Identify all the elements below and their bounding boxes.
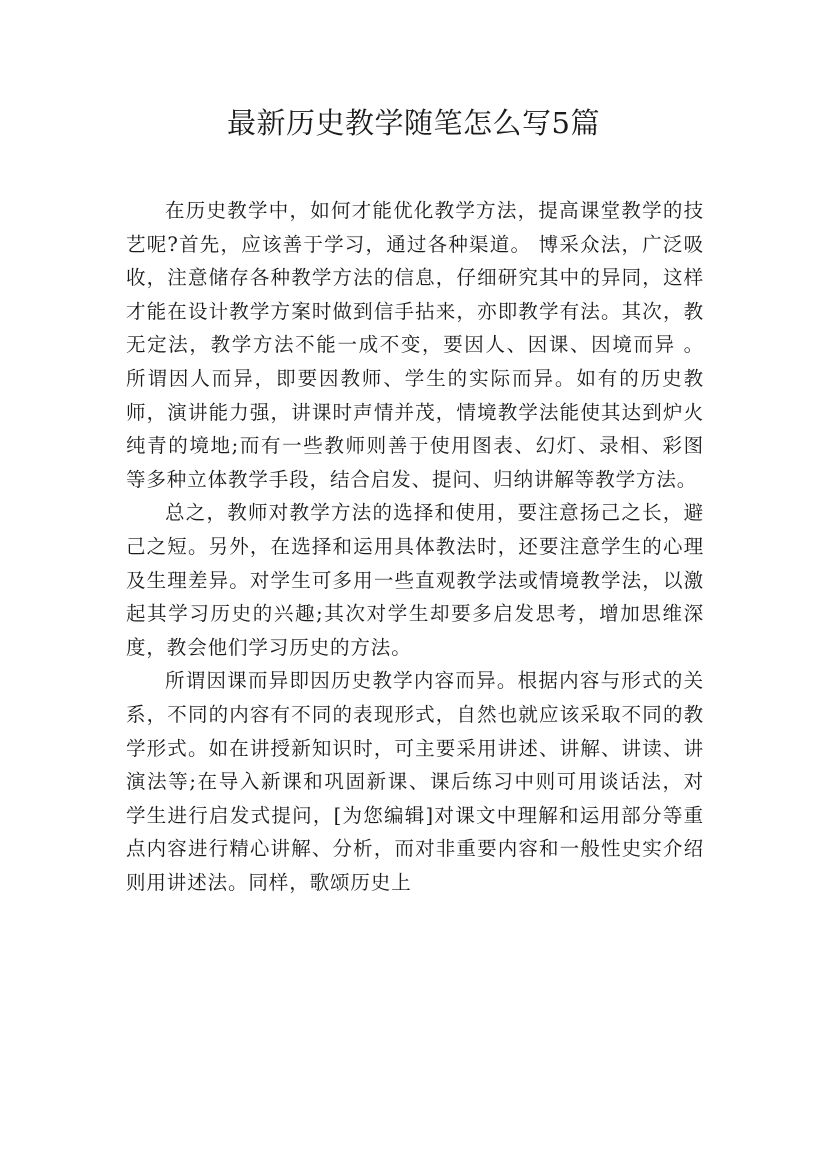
paragraph-2: 总之，教师对教学方法的选择和使用，要注意扬己之长，避己之短。另外，在选择和运用具体教法时，还要注意学生的心理及生理差异。对学生可多用一些直观教学法或情境教学法，以激起其学习历史的兴趣;其次对学生却要多启发思考，增加思维深度，教会他们学习历史的方法。 (126, 501, 704, 659)
document-title: 最新历史教学随笔怎么写5篇 (227, 106, 600, 140)
paragraph-3: 所谓因课而异即因历史教学内容而异。根据内容与形式的关系，不同的内容有不同的表现形式，自然也就应该采取不同的教学形式。如在讲授新知识时，可主要采用讲述、讲解、讲读、讲演法等;在导入新课和巩固新课、课后练习中则可用谈话法，对学生进行启发式提问，[为您编辑]对课文中理解和运用部分等重点内容进行精心讲解、分析，而对非重要内容和一般性史实介绍则用讲述法。同样，歌颂历史上 (126, 669, 704, 894)
document-body (126, 194, 704, 899)
paragraph-1: 在历史教学中，如何才能优化教学方法，提高课堂教学的技艺呢?首先，应该善于学习，通过各种渠道。 博采众法，广泛吸收，注意储存各种教学方法的信息，仔细研究其中的异同，这样才能在设计教学方案时做到信手拈来，亦即教学有法。其次，教无定法，教学方法不能一成不变，要因人、因课、因境而异 。所谓因人而异，即要因教师、学生的实际而异。如有的历史教师，演讲能力强，讲课时声情并茂，情境教学法能使其达到炉火纯青的境地;而有一些教师则善于使用图表、幻灯、录相、彩图等多种立体教学手段，结合启发、提问、归纳讲解等教学方法。 (126, 199, 704, 491)
